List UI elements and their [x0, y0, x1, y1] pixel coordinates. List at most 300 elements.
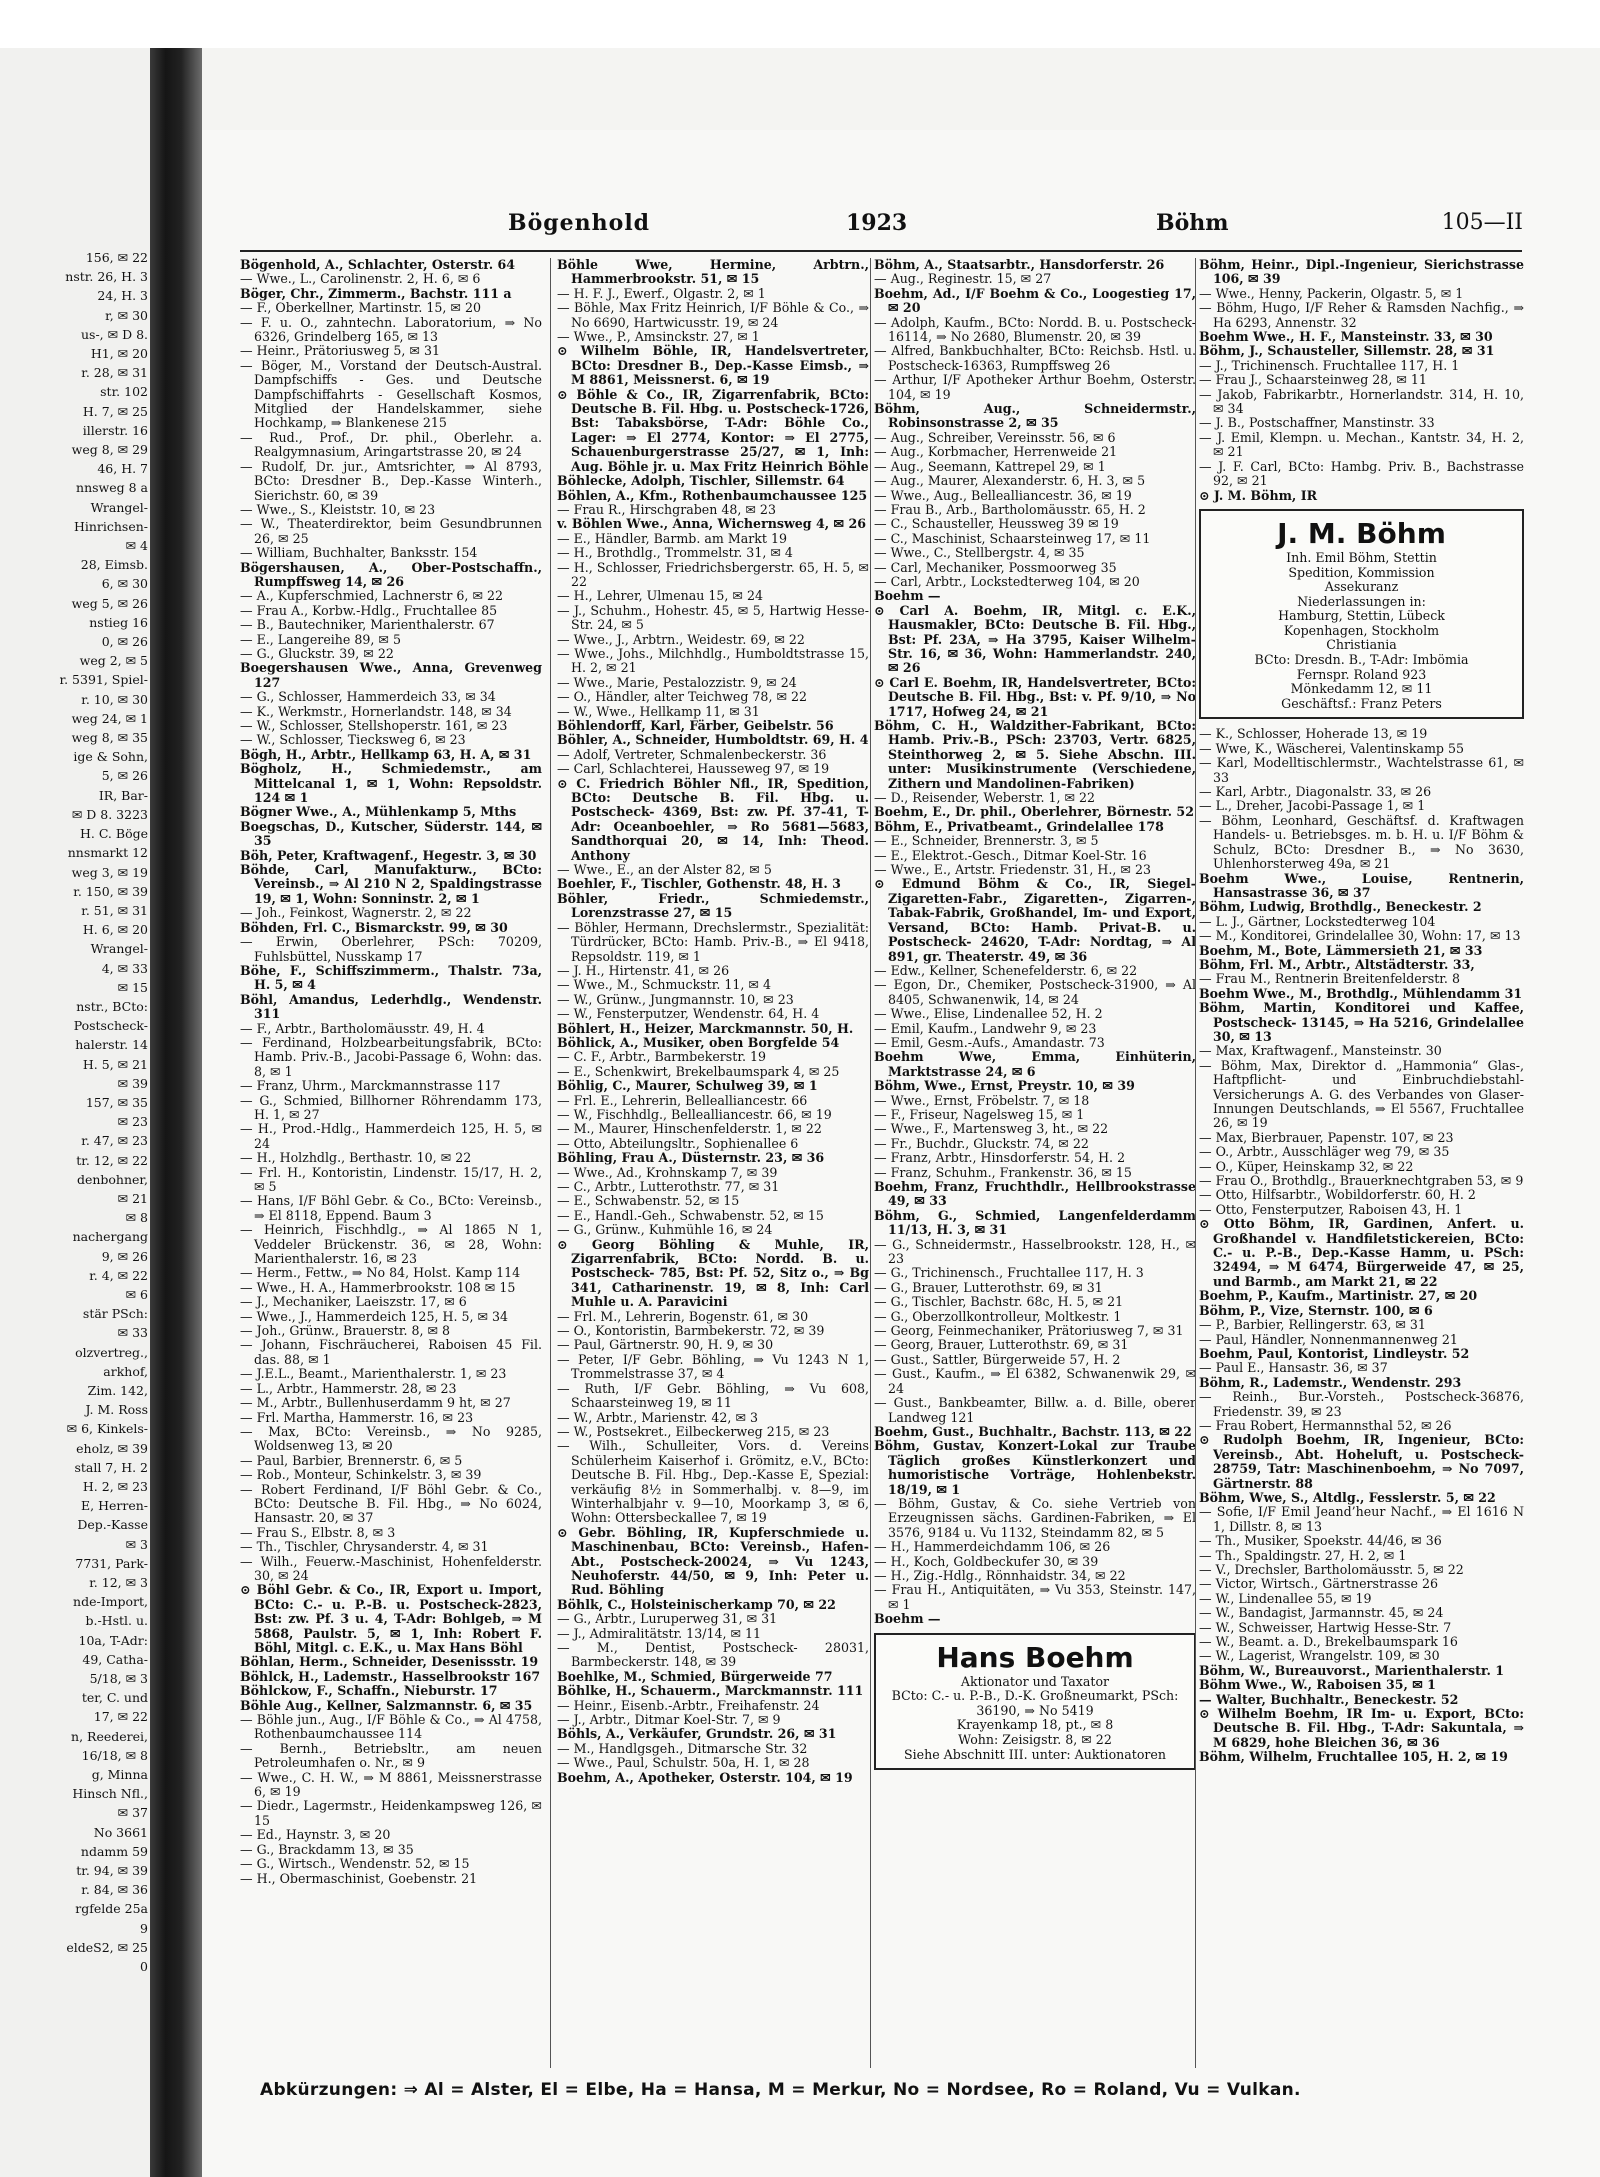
directory-entry: — W., Lindenallee 55, ✉ 19: [1199, 1590, 1372, 1606]
directory-entry: — Wwe., Marie, Pestalozzistr. 9, ✉ 24: [557, 674, 797, 690]
facing-page-line: olzvertreg.,: [75, 1344, 148, 1360]
directory-entry: Böhlig, C., Maurer, Schulweg 39, ✉ 1: [557, 1078, 818, 1094]
facing-page-line: ✉ 4: [125, 538, 148, 554]
directory-entry: Boehlke, M., Schmied, Bürgerweide 77: [557, 1668, 833, 1684]
directory-entry: — Böhle, Max Fritz Heinrich, I/F Böhle & Co., ⇒ No 6690, Hartwicusstr. 19, ✉ 24: [557, 300, 869, 330]
directory-entry: — Sofie, I/F Emil Jeand’heur Nachf., ⇒ El 1616 N 1, Dillstr. 8, ✉ 13: [1199, 1504, 1524, 1534]
directory-entry: — G., Schmied, Billhorner Röhrendamm 173, H. 1, ✉ 27: [240, 1092, 542, 1122]
directory-entry: Böhm, J., Schausteller, Sillemstr. 28, ✉ 31: [1199, 343, 1495, 359]
directory-entry: — E., Schneider, Brennerstr. 3, ✉ 5: [874, 833, 1099, 849]
facing-page-line: 9, ✉ 26: [101, 1248, 148, 1264]
facing-page-line: H1, ✉ 20: [90, 346, 148, 362]
abbreviations-footer: Abkürzungen: ⇒ Al = Alster, El = Elbe, Ha = Hansa, M = Merkur, No = Nordsee, Ro = Roland, Vu = Vulkan.: [260, 2080, 1301, 2100]
directory-entry: — Paul E., Hansastr. 36, ✉ 37: [1199, 1360, 1388, 1376]
directory-entry: — W., Lagerist, Wrangelstr. 109, ✉ 30: [1199, 1648, 1440, 1664]
directory-entry: — E., Schenkwirt, Brekelbaumspark 4, ✉ 25: [557, 1063, 840, 1079]
directory-entry: — Hans, I/F Böhl Gebr. & Co., BCto: Vereinsb., ⇒ El 8118, Eppend. Baum 3: [240, 1193, 542, 1223]
facing-page-line: stär PSch:: [82, 1306, 148, 1322]
directory-entry: Boehm —: [874, 1611, 941, 1627]
directory-entry: — O., Kontoristin, Barmbekerstr. 72, ✉ 39: [557, 1323, 825, 1339]
directory-entry: — Th., Tischler, Chrysanderstr. 4, ✉ 31: [240, 1539, 489, 1555]
facing-page-line: arkhof,: [103, 1363, 148, 1379]
facing-page-line: 28, Eimsb.: [80, 557, 148, 573]
directory-entry: — F., Friseur, Nagelsweg 15, ✉ 1: [874, 1106, 1085, 1122]
directory-entry: — M., Arbtr., Bullenhuserdamm 9 ht, ✉ 27: [240, 1395, 511, 1411]
directory-entry: — W., Schweisser, Hartwig Hesse-Str. 7: [1199, 1619, 1452, 1635]
facing-page-line: 49, Catha-: [82, 1651, 148, 1667]
directory-entry: — Böhm, Leonhard, Geschäftsf. d. Kraftwagen Handels- u. Betriebsges. m. b. H. u. I/F Böhm & Schulz, BCto: Dresdner B., ⇒ No 3630, Uhlenhorsterweg 49a, ✉ 21: [1199, 812, 1524, 872]
directory-entry: — H. F. J., Ewerf., Olgastr. 2, ✉ 1: [557, 285, 766, 301]
facing-page-line: H. 6, ✉ 20: [82, 922, 148, 938]
directory-entry: Böhm, Wwe., Ernst, Preystr. 10, ✉ 39: [874, 1078, 1135, 1094]
directory-entry: — Erwin, Oberlehrer, PSch: 70209, Fuhlsbüttel, Nusskamp 17: [240, 934, 542, 964]
directory-entry: — Franz, Schuhm., Frankenstr. 36, ✉ 15: [874, 1164, 1132, 1180]
directory-entry: — W., Fensterputzer, Wendenstr. 64, H. 4: [557, 1006, 820, 1022]
facing-page-line: Wrangel-: [90, 499, 148, 515]
facing-page-line: weg 5, ✉ 26: [71, 595, 148, 611]
facing-page-line: 7731, Park-: [75, 1555, 148, 1571]
directory-entry: — Wwe., C. H. W., ⇒ M 8861, Meissnerstrasse 6, ✉ 19: [240, 1769, 542, 1800]
directory-entry: Boehm Wwe, Emma, Einhüterin, Marktstrasse 24, ✉ 6: [874, 1049, 1196, 1079]
facing-page-line: b.-Hstl. u.: [85, 1613, 148, 1629]
directory-entry: — Wwe., F., Martensweg 3, ht., ✉ 22: [874, 1121, 1109, 1137]
facing-page-line: r. 28, ✉ 31: [81, 365, 148, 381]
directory-entry: — Emil, Gesm.-Aufs., Amandastr. 73: [874, 1034, 1105, 1050]
facing-page-line: ✉ 15: [117, 979, 148, 995]
directory-entry: ⊙ Edmund Böhm & Co., IR, Siegel-Zigaretten-Fabr., Zigaretten-, Zigarren-, Tabak-Fabrik, Großhandel, Im- und Export, Versand, BCto: Hamb. Privat-B. u. Postscheck- 24620, T-Adr: Nordtag, ⇒ Al 891, gr. Theaterstr. 49, ✉ 36: [874, 876, 1196, 964]
directory-entry: Böhlecke, Adolph, Tischler, Sillemstr. 64: [557, 473, 845, 489]
directory-entry: — Carl, Arbtr., Lockstedterweg 104, ✉ 20: [874, 573, 1140, 589]
facing-page-line: Zim. 142,: [87, 1382, 148, 1398]
directory-entry: — Aug., Reginestr. 15, ✉ 27: [874, 271, 1052, 287]
directory-entry: Boehm Wwe., M., Brothdlg., Mühlendamm 31: [1199, 985, 1523, 1001]
directory-entry: — E., Händler, Barmb. am Markt 19: [557, 530, 787, 546]
directory-entry: — Max, BCto: Vereinsb., ⇒ No 9285, Woldsenweg 13, ✉ 20: [240, 1423, 542, 1454]
facing-page-line: H. 2, ✉ 23: [82, 1479, 148, 1494]
facing-page-line: ige & Sohn,: [73, 749, 148, 765]
directory-entry: — W., Arbtr., Marienstr. 42, ✉ 3: [557, 1409, 759, 1425]
directory-entry: — C., Arbtr., Lutterothstr. 77, ✉ 31: [557, 1179, 780, 1194]
directory-entry: Böhlen, A., Kfm., Rothenbaumchaussee 125: [557, 487, 868, 503]
directory-entry: — H., Prod.-Hdlg., Hammerdeich 125, H. 5, ✉ 24: [240, 1121, 542, 1151]
ad-line: Krayenkamp 18, pt., ✉ 8: [956, 1717, 1114, 1733]
directory-entry: — Alfred, Bankbuchhalter, BCto: Reichsb. Hstl. u. Postscheck-16363, Rumpffsweg 26: [874, 343, 1196, 373]
directory-entry: — Frau S., Elbstr. 8, ✉ 3: [240, 1524, 396, 1540]
facing-page-line: eholz, ✉ 39: [76, 1440, 148, 1456]
facing-page-line: Wrangel-: [90, 941, 148, 957]
directory-entry: Böhde, Carl, Manufakturw., BCto: Vereinsb., ⇒ Al 210 N 2, Spaldingstrasse 19, ✉ 1, Wohn: Sonninstr. 2, ✉ 1: [240, 862, 542, 906]
directory-entry: — E., Handl.-Geh., Schwabenstr. 52, ✉ 15: [557, 1207, 824, 1223]
directory-entry: — Wilh., Feuerw.-Maschinist, Hohenfelderstr. 30, ✉ 24: [240, 1553, 542, 1583]
directory-entry: — Aug., Seemann, Kattrepel 29, ✉ 1: [874, 458, 1106, 474]
directory-entry: ⊙ Otto Böhm, IR, Gardinen, Anfert. u. Großhandel v. Handfiletstickereien, BCto: C.- u. P.-B., Dep.-Kasse Hamm, u. PSch: 32494, ⇒ M 6474, Bürgerweide 47, ✉ 25, und Barmb., am Markt 21, ✉ 22: [1199, 1216, 1524, 1289]
directory-entry: Böhm, C. H., Waldzither-Fabrikant, BCto: Hamb. Priv.-B., PSch: 23703, Vertr. 6825, Steinthorweg 2, ✉ 5. Siehe Abschn. III. unter: Musikinstrumente (Verschiedene, Zithern und Mandolinen-Fabriken): [874, 718, 1196, 791]
directory-entry: Boehm, M., Bote, Lämmersieth 21, ✉ 33: [1199, 942, 1483, 958]
facing-page-line: r. 150, ✉ 39: [73, 883, 148, 899]
directory-entry: — J., Mechaniker, Laeiszstr. 17, ✉ 6: [240, 1294, 467, 1310]
facing-page-line: 17, ✉ 22: [93, 1709, 148, 1725]
facing-page-line: No 3661: [93, 1824, 148, 1840]
directory-entry: — O., Händler, alter Teichweg 78, ✉ 22: [557, 689, 808, 705]
directory-entry: — Heinr., Prätoriusweg 5, ✉ 31: [240, 343, 440, 359]
directory-entry: Böhm, E., Privatbeamt., Grindelallee 178: [874, 818, 1164, 834]
directory-entry: — J., Schuhm., Hohestr. 45, ✉ 5, Hartwig Hesse-Str. 24, ✉ 5: [557, 602, 869, 633]
directory-entry: — Carl, Schlachterei, Hausseweg 97, ✉ 19: [557, 761, 830, 777]
directory-entry: Bögholz, H., Schmiedemstr., am Mittelcanal 1, ✉ 1, Wohn: Repsoldstr. 124 ✉ 1: [240, 761, 542, 806]
directory-entry: — G., Gluckstr. 39, ✉ 22: [240, 645, 394, 661]
facing-page-line: E, Herren-: [81, 1498, 148, 1514]
facing-page-line: ✉ 21: [117, 1190, 148, 1206]
ad-line: Hamburg, Stettin, Lübeck: [1278, 608, 1445, 624]
directory-entry: — Th., Spaldingstr. 27, H. 2, ✉ 1: [1199, 1547, 1407, 1563]
facing-page-line: 9: [140, 1920, 148, 1936]
ad-line: Geschäftsf.: Franz Peters: [1281, 695, 1442, 711]
directory-entry: Böhm, Heinr., Dipl.-Ingenieur, Sierichstrasse 106, ✉ 39: [1199, 258, 1524, 287]
facing-page-line: eldeS2, ✉ 25: [66, 1939, 148, 1955]
directory-entry: Böhe, F., Schiffszimmerm., Thalstr. 73a, H. 5, ✉ 4: [240, 962, 542, 993]
directory-entry: — Frau R., Hirschgraben 48, ✉ 23: [557, 501, 776, 517]
directory-entry: — J. Emil, Klempn. u. Mechan., Kantstr. 34, H. 2, ✉ 21: [1199, 429, 1524, 460]
facing-page-line: r. 51, ✉ 31: [81, 902, 148, 918]
directory-entry: — Paul, Gärtnerstr. 90, H. 9, ✉ 30: [557, 1337, 774, 1353]
facing-page-line: weg 8, ✉ 29: [71, 442, 148, 458]
scan-top-margin: [0, 0, 1600, 48]
directory-entry: — Franz, Uhrm., Marckmannstrasse 117: [240, 1078, 501, 1094]
facing-page-line: nachergang: [72, 1229, 148, 1245]
directory-entry: Boehm Wwe., H. F., Mansteinstr. 33, ✉ 30: [1199, 329, 1493, 345]
facing-page-line: r. 47, ✉ 23: [81, 1133, 148, 1149]
directory-entry: Boehm Wwe., Louise, Rentnerin, Hansastrasse 36, ✉ 37: [1199, 870, 1524, 900]
directory-entry: Boehm, P., Kaufm., Martinistr. 27, ✉ 20: [1199, 1288, 1478, 1304]
directory-entry: — O., Arbtr., Ausschläger weg 79, ✉ 35: [1199, 1144, 1450, 1160]
directory-entry: — Gust., Sattler, Bürgerweide 57, H. 2: [874, 1351, 1121, 1367]
facing-page-line: 157, ✉ 35: [85, 1094, 148, 1110]
facing-page-line: ✉ 6: [125, 1286, 148, 1302]
directory-entry: ⊙ Wilhelm Boehm, IR Im- u. Export, BCto: Deutsche B. Fil. Hbg., T-Adr: Sakuntala, ⇒ M 6829, hohe Bleichen 36, ✉ 36: [1199, 1706, 1524, 1750]
facing-page-line: weg 24, ✉ 1: [71, 710, 148, 726]
facing-page-line: halerstr. 14: [75, 1037, 148, 1053]
directory-entry: Bögh, H., Arbtr., Hellkamp 63, H. A, ✉ 31: [240, 746, 532, 762]
directory-entry: Boehm, A., Apotheker, Osterstr. 104, ✉ 19: [557, 1769, 853, 1785]
directory-entry: Böhm, G., Schmied, Langenfelderdamm 11/13, H. 3, ✉ 31: [874, 1207, 1196, 1238]
directory-entry: — F. u. O., zahntechn. Laboratorium, ⇒ No 6326, Grindelberg 165, ✉ 13: [240, 314, 542, 345]
directory-entry: — W., Schlosser, Tiecksweg 6, ✉ 23: [240, 732, 466, 748]
directory-entry: — H., Lehrer, Ulmenau 15, ✉ 24: [557, 588, 764, 604]
directory-entry: — Wwe., M., Schmuckstr. 11, ✉ 4: [557, 977, 771, 993]
directory-entry: Boehler, F., Tischler, Gothenstr. 48, H. 3: [557, 876, 841, 892]
directory-entry: — W., Fischhdlg., Bellealliancestr. 66, ✉ 19: [557, 1106, 832, 1122]
directory-entry: Böhlck, H., Lademstr., Hasselbrookstr 167: [240, 1668, 541, 1684]
directory-entry: — Joh., Feinkost, Wagnerstr. 2, ✉ 22: [240, 905, 472, 921]
directory-entry: — Franz, Arbtr., Hinsdorferstr. 54, H. 2: [874, 1150, 1126, 1166]
directory-entry: — Aug., Maurer, Alexanderstr. 6, H. 3, ✉ 5: [874, 473, 1146, 489]
book-gutter: [150, 48, 202, 2177]
directory-entry: Böhm, Aug., Schneidermstr., Robinsonstrasse 2, ✉ 35: [874, 401, 1196, 431]
directory-entry: — K., Werkmstr., Hornerlandstr. 148, ✉ 34: [240, 703, 512, 719]
directory-entry: — Ed., Haynstr. 3, ✉ 20: [240, 1827, 391, 1843]
facing-page-line: nnsweg 8 a: [76, 480, 148, 496]
directory-entry: Böhm, W., Bureauvorst., Marienthalerstr. 1: [1199, 1662, 1504, 1678]
directory-entry: — W., Theaterdirektor, beim Gesundbrunnen 26, ✉ 25: [240, 516, 542, 546]
directory-entry: Böhlendorff, Karl, Färber, Geibelstr. 56: [557, 718, 834, 733]
advertisement-hans-boehm: [874, 1633, 1196, 1771]
directory-entry: Boehm, Gust., Buchhaltr., Bachstr. 113, ✉ 22: [874, 1423, 1192, 1439]
directory-entry: Böhlan, Herm., Schneider, Desenissstr. 19: [240, 1654, 539, 1670]
directory-entry: — Edw., Kellner, Schenefelderstr. 6, ✉ 22: [874, 962, 1138, 978]
directory-entry: ⊙ Gebr. Böhling, IR, Kupferschmiede u. Maschinenbau, BCto: Vereinsb., Hafen-Abt., Postscheck-20024, ⇒ Vu 1243, Neuhoferstr. 44/50, ✉ 9, Inh: Peter u. Rud. Böhling: [557, 1524, 869, 1598]
ad-line: Christiania: [1326, 637, 1397, 653]
directory-entry: — F., Arbtr., Bartholomäusstr. 49, H. 4: [240, 1020, 485, 1036]
facing-page-line: J. M. Ross: [85, 1402, 148, 1418]
directory-entry: — Böger, M., Vorstand der Deutsch-Austral. Dampfschiffs - Ges. und Deutsche Dampfschiffahrts - Gesellschaft Kosmos, Mitglied der Handelskammer, siehe Hochkamp, ⇒ Blankenese 215: [240, 357, 542, 431]
directory-entry: — Frau A., Korbw.-Hdlg., Fruchtallee 85: [240, 602, 498, 618]
facing-page-line: g, Minna: [91, 1767, 148, 1783]
directory-entry: — Rud., Prof., Dr. phil., Oberlehr. a. Realgymnasium, Aringartstrasse 20, ✉ 24: [240, 429, 542, 460]
directory-entry: — H., Obermaschinist, Goebenstr. 21: [240, 1870, 478, 1886]
ad-line: Fernspr. Roland 923: [1296, 666, 1427, 682]
facing-page-line: tr. 12, ✉ 22: [76, 1152, 148, 1168]
directory-entry: — C., Schausteller, Heussweg 39 ✉ 19: [874, 516, 1119, 532]
directory-entry: Böhm, Wilhelm, Fruchtallee 105, H. 2, ✉ 19: [1199, 1749, 1508, 1765]
directory-entry: Böhlke, H., Schauerm., Marckmannstr. 111: [557, 1683, 864, 1699]
header-first-name: Bögenhold: [508, 210, 651, 236]
facing-page-line: ✉ 39: [117, 1075, 148, 1091]
directory-entry: — Peter, I/F Gebr. Böhling, ⇒ Vu 1243 N 1, Trommelstrasse 37, ✉ 4: [557, 1351, 869, 1382]
directory-entry: — Wwe., H. A., Hammerbrookstr. 108 ✉ 15: [240, 1279, 516, 1295]
directory-entry: Böhlk, C., Holsteinischerkamp 70, ✉ 22: [557, 1596, 836, 1612]
facing-page-line: tr. 94, ✉ 39: [76, 1863, 148, 1879]
directory-entry: — Karl, Modelltischlermstr., Wachtelstrasse 61, ✉ 33: [1199, 755, 1524, 785]
facing-page-line: ✉ 3: [125, 1536, 148, 1552]
column-4: [1199, 258, 1524, 2068]
facing-page-line: H. 5, ✉ 21: [82, 1056, 148, 1072]
facing-page-line: ✉ 23: [117, 1114, 148, 1130]
facing-page-line: illerstr. 16: [82, 422, 148, 438]
directory-entry: — Egon, Dr., Chemiker, Postscheck-31900, ⇒ Al 8405, Schwanenwik, 14, ✉ 24: [874, 977, 1196, 1007]
directory-entry: ⊙ Wilhelm Böhle, IR, Handelsvertreter, BCto: Dresdner B., Dep.-Kasse Eimsb., ⇒ M 8861, Meissnerst. 6, ✉ 19: [557, 343, 869, 388]
facing-page-line: 5, ✉ 26: [101, 768, 148, 784]
directory-entry: Böhden, Frl. C., Bismarckstr. 99, ✉ 30: [240, 919, 508, 935]
facing-page-line: 6, ✉ 30: [101, 576, 148, 592]
column-3: [874, 258, 1196, 2068]
directory-entry: — Böhm, Max, Direktor d. „Hammonia“ Glas-, Haftpflicht- und Einbruchdiebstahl-Versicherungs A. G. des Verbandes von Glaser-Innungen Deutschlands, ⇒ El 5567, Fruchtallee 26, ✉ 19: [1199, 1057, 1524, 1131]
page-number: 105—II: [1441, 210, 1523, 235]
directory-entry: — M., Konditorei, Grindelallee 30, Wohn: 17, ✉ 13: [1199, 928, 1521, 944]
directory-entry: Böhle Wwe, Hermine, Arbtrn., Hammerbrookstr. 51, ✉ 15: [557, 258, 869, 287]
directory-entry: ⊙ Rudolph Boehm, IR, Ingenieur, BCto: Vereinsb., Abt. Hoheluft, u. Postscheck- 28759, Tatr: Maschinenboehm, ⇒ No 7097, Gärtnerstr. 88: [1199, 1432, 1524, 1491]
facing-page-line: 0: [140, 1959, 148, 1975]
directory-entry: — William, Buchhalter, Banksstr. 154: [240, 545, 478, 561]
directory-entry: — F., Oberkellner, Martinstr. 15, ✉ 20: [240, 300, 481, 316]
facing-page-text: [2, 248, 148, 1976]
facing-page-line: nstieg 16: [89, 614, 148, 630]
directory-entry: — Heinrich, Fischhdlg., ⇒ Al 1865 N 1, Veddeler Brückenstr. 36, ✉ 28, Wohn: Marienthalerstr. 16, ✉ 23: [240, 1222, 542, 1267]
running-header: [318, 208, 1523, 248]
directory-entry: — Paul, Barbier, Brennerstr. 6, ✉ 5: [240, 1452, 463, 1468]
directory-entry: Boegschas, D., Kutscher, Süderstr. 144, ✉ 35: [240, 818, 542, 849]
directory-entry: — Adolph, Kaufm., BCto: Nordd. B. u. Postscheck- 16114, ⇒ No 2680, Blumenstr. 20, ✉ 39: [874, 314, 1196, 345]
directory-entry: — H., Brothdlg., Trommelstr. 31, ✉ 4: [557, 545, 793, 561]
directory-entry: Böhle Aug., Kellner, Salzmannstr. 6, ✉ 35: [240, 1697, 533, 1713]
directory-entry: — C., Maschinist, Schaarsteinweg 17, ✉ 11: [874, 530, 1151, 546]
header-year: 1923: [846, 210, 908, 236]
column-divider: [1195, 258, 1196, 2068]
directory-entry: ⊙ J. M. Böhm, IR: [1199, 487, 1318, 503]
directory-entry: — Wwe., J., Arbtrn., Weidestr. 69, ✉ 22: [557, 631, 805, 647]
facing-page-line: ✉ D 8. 3223: [71, 806, 148, 822]
directory-entry: Böhlckow, F., Schaffn., Nieburstr. 17: [240, 1683, 498, 1699]
directory-entry: — Wilh., Schulleiter, Vors. d. Vereins Schülerheim Kaiserhof i. Grömitz, e.V., BCto: Deutsche B. Fil. Hbg., Dep.-Kasse E, Spezial: verkäufig 8½ in Sommerhalbj. v. 8—9, im Winterhalbjahr v. 9—10, Moorkamp 3, ✉ 6, Wohn: Ottersbeckallee 7, ✉ 19: [557, 1438, 869, 1526]
facing-page-line: r. 12, ✉ 3: [89, 1575, 148, 1591]
directory-entry: — Wwe., L., Carolinenstr. 2, H. 6, ✉ 6: [240, 271, 481, 287]
directory-entry: Böhls, A., Verkäufer, Grundstr. 26, ✉ 31: [557, 1726, 837, 1742]
directory-entry: — Wwe., C., Stellbergstr. 4, ✉ 35: [874, 545, 1085, 561]
facing-page-line: 10a, T-Adr:: [78, 1632, 148, 1648]
directory-entry: — Otto, Hilfsarbtr., Wobildorferstr. 60, H. 2: [1199, 1187, 1476, 1203]
facing-page-line: weg 3, ✉ 19: [71, 864, 148, 880]
directory-entry: — Aug., Korbmacher, Herrenweide 21: [874, 444, 1118, 460]
directory-entry: — H., Schlosser, Friedrichsbergerstr. 65, H. 5, ✉ 22: [557, 559, 869, 589]
directory-entry: — Wwe., Ernst, Fröbelstr. 7, ✉ 18: [874, 1092, 1090, 1108]
directory-entry: — Rudolf, Dr. jur., Amtsrichter, ⇒ Al 8793, BCto: Dresdner B., Dep.-Kasse Winterh., Sierichstr. 60, ✉ 39: [240, 458, 542, 503]
directory-entry: — Robert Ferdinand, I/F Böhl Gebr. & Co., BCto: Deutsche B. Fil. Hbg., ⇒ No 6024, Hansastr. 20, ✉ 37: [240, 1481, 542, 1526]
directory-entry: — Wwe., Henny, Packerin, Olgastr. 5, ✉ 1: [1199, 285, 1464, 301]
directory-entry: — H., Hammerdeichdamm 106, ✉ 26: [874, 1539, 1111, 1555]
facing-page-line: rgfelde 25a: [75, 1901, 148, 1917]
advertisement-jm-boehm: [1199, 509, 1524, 720]
directory-entry: — Th., Musiker, Spoekstr. 44/46, ✉ 36: [1199, 1533, 1442, 1549]
directory-entry: — Adolf, Vertreter, Schmalenbeckerstr. 36: [557, 746, 827, 762]
facing-page-line: ✉ 6, Kinkels-: [66, 1421, 148, 1437]
ad-line: Wohn: Zeisigstr. 8, ✉ 22: [958, 1731, 1112, 1747]
directory-entry: — E., Elektrot.-Gesch., Ditmar Koel-Str. 16: [874, 847, 1147, 863]
directory-entry: — J., Admiralitätstr. 13/14, ✉ 11: [557, 1625, 762, 1641]
directory-entry: — G., Oberzollkontrolleur, Moltkestr. 1: [874, 1308, 1122, 1324]
directory-entry: — Frl. E., Lehrerin, Bellealliancestr. 66: [557, 1092, 808, 1108]
ad-line: Inh. Emil Böhm, Stettin: [1286, 549, 1437, 565]
directory-entry: — G., Grünw., Kuhmühle 16, ✉ 24: [557, 1222, 773, 1238]
facing-page-line: nstr., BCto:: [76, 998, 148, 1014]
directory-entry: — Ruth, I/F Gebr. Böhling, ⇒ Vu 608, Schaarsteinweg 19, ✉ 11: [557, 1380, 869, 1411]
column-divider: [550, 258, 551, 2068]
directory-entry: — Victor, Wirtsch., Gärtnerstrasse 26: [1199, 1576, 1438, 1592]
facing-page-fragment: [0, 48, 150, 2177]
facing-page-line: Hinrichsen-: [73, 518, 148, 534]
facing-page-line: weg 8, ✉ 35: [71, 730, 148, 746]
column-divider: [870, 258, 871, 2068]
directory-entry: ⊙ Carl E. Boehm, IR, Handelsvertreter, BCto: Deutsche B. Fil. Hbg., Bst: v. Pf. 9/10, ⇒ No 1717, Hofweg 24, ✉ 21: [874, 674, 1196, 719]
directory-entry: — J., Arbtr., Ditmar Koel-Str. 7, ✉ 9: [557, 1712, 781, 1728]
directory-entry: Böhlick, A., Musiker, oben Borgfelde 54: [557, 1034, 840, 1050]
directory-entry: — J. F. Carl, BCto: Hambg. Priv. B., Bachstrasse 92, ✉ 21: [1199, 458, 1524, 489]
directory-entry: — Aug., Schreiber, Vereinsstr. 56, ✉ 6: [874, 429, 1116, 445]
directory-entry: — Max, Kraftwagenf., Mansteinstr. 30: [1199, 1043, 1442, 1059]
facing-page-line: 16/18, ✉ 8: [81, 1747, 148, 1763]
directory-entry: — D., Reisender, Weberstr. 1, ✉ 22: [874, 790, 1096, 806]
directory-entry: Boehm, Ad., I/F Boehm & Co., Loogestieg 17, ✉ 20: [874, 285, 1196, 316]
directory-entry: — G., Brackdamm 13, ✉ 35: [240, 1841, 414, 1857]
facing-page-line: H. 7, ✉ 25: [82, 403, 148, 419]
directory-entry: Böhm, Frl. M., Arbtr., Altstädterstr. 33,: [1199, 956, 1475, 972]
directory-entry: — Wwe., Aug., Bellealliancestr. 36, ✉ 19: [874, 487, 1132, 503]
directory-entry: Boegershausen Wwe., Anna, Grevenweg 127: [240, 660, 542, 690]
facing-page-line: denbohner,: [76, 1171, 148, 1187]
directory-entry: Böhm, Gustav, Konzert-Lokal zur Traube Täglich großes Künstlerkonzert und humoristische Vorträge, Hohlenbekstr. 18/19, ✉ 1: [874, 1438, 1196, 1497]
facing-page-line: weg 2, ✉ 5: [79, 653, 148, 669]
directory-entry: v. Böhlen Wwe., Anna, Wichernsweg 4, ✉ 26: [557, 516, 866, 532]
header-rule: [240, 250, 1522, 252]
ad-line: BCto: C.- u. P.-B., D.-K. Großneumarkt, PSch: 36190, ⇒ No 5419: [891, 1688, 1179, 1718]
ad-line: Spedition, Kommission: [1288, 564, 1435, 580]
ad-line: Niederlassungen in:: [1297, 593, 1426, 609]
facing-page-line: ✉ 33: [117, 1325, 148, 1341]
facing-page-line: ter, C. und: [81, 1690, 148, 1706]
directory-entry: — Paul, Händler, Nonnenmannenweg 21: [1199, 1331, 1458, 1347]
directory-entry: — Wwe., P., Amsinckstr. 27, ✉ 1: [557, 329, 760, 345]
directory-entry: — P., Barbier, Rellingerstr. 63, ✉ 31: [1199, 1317, 1426, 1333]
directory-entry: Böh, Peter, Kraftwagenf., Hegestr. 3, ✉ 30: [240, 847, 537, 863]
directory-entry: — W., Beamt. a. D., Brekelbaumspark 16: [1199, 1634, 1458, 1650]
directory-entry: — Jakob, Fabrikarbtr., Hornerlandstr. 314, H. 10, ✉ 34: [1199, 386, 1524, 417]
directory-entry: — G., Arbtr., Luruperweg 31, ✉ 31: [557, 1611, 778, 1627]
directory-entry: — G., Trichinensch., Fruchtallee 117, H. 3: [874, 1265, 1144, 1281]
directory-entry: Böhm Wwe., W., Raboisen 35, ✉ 1: [1199, 1677, 1436, 1693]
directory-entry: — Böhler, Hermann, Drechslermstr., Spezialität: Türdrücker, BCto: Hamb. Priv.-B., ⇒ El 9418, Repsoldstr. 119, ✉ 1: [557, 919, 869, 964]
directory-entry: — Otto, Fensterputzer, Raboisen 43, H. 1: [1199, 1201, 1463, 1217]
ad-line: Mönkedamm 12, ✉ 11: [1290, 681, 1433, 697]
facing-page-line: ndamm 59: [80, 1843, 148, 1859]
directory-entry: — W., Bandagist, Jarmannstr. 45, ✉ 24: [1199, 1605, 1444, 1621]
directory-entry: — Heinr., Eisenb.-Arbtr., Freihafenstr. 24: [557, 1697, 820, 1713]
directory-entry: Boehm, E., Dr. phil., Oberlehrer, Börnestr. 52: [874, 804, 1194, 820]
header-last-name: Böhm: [1156, 210, 1229, 236]
directory-entry: — Fr., Buchdr., Gluckstr. 74, ✉ 22: [874, 1135, 1089, 1151]
facing-page-line: nde-Import,: [73, 1594, 148, 1610]
directory-entry: — H., Koch, Goldbeckufer 30, ✉ 39: [874, 1553, 1099, 1569]
facing-page-line: nnsmarkt 12: [67, 845, 148, 861]
directory-entry: — Frl. H., Kontoristin, Lindenstr. 15/17, H. 2, ✉ 5: [240, 1164, 542, 1194]
ad-line: Kopenhagen, Stockholm: [1283, 622, 1440, 638]
directory-entry: Böhm, Ludwig, Brothdlg., Beneckestr. 2: [1199, 899, 1482, 915]
directory-entry: — Frl. Martha, Hammerstr. 16, ✉ 23: [240, 1409, 474, 1425]
ad-line: Assekuranz: [1324, 579, 1399, 595]
directory-entry: — Wwe, K., Wäscherei, Valentinskamp 55: [1199, 740, 1465, 756]
directory-entry: Böhm, R., Lademstr., Wendenstr. 293: [1199, 1374, 1462, 1390]
ad-line: Siehe Abschnitt III. unter: Auktionatoren: [903, 1746, 1166, 1762]
directory-entry: — Walter, Buchhaltr., Beneckestr. 52: [1199, 1691, 1459, 1707]
directory-entry: — Carl, Mechaniker, Possmoorweg 35: [874, 559, 1117, 575]
directory-entry: — Bernh., Betriebsltr., am neuen Petroleumhafen o. Nr., ✉ 9: [240, 1740, 542, 1771]
facing-page-line: 24, H. 3: [97, 288, 148, 304]
directory-entry: — G., Schneidermstr., Hasselbrookstr. 128, H., ✉ 23: [874, 1236, 1196, 1267]
facing-page-line: Dep.-Kasse: [77, 1517, 148, 1533]
directory-entry: — H., Holzhdlg., Berthastr. 10, ✉ 22: [240, 1150, 472, 1166]
facing-page-line: 5/18, ✉ 3: [89, 1671, 148, 1687]
directory-entry: — L., Dreher, Jacobi-Passage 1, ✉ 1: [1199, 798, 1426, 814]
facing-page-line: r. 10, ✉ 30: [81, 691, 148, 707]
directory-entry: — Gust., Kaufm., ⇒ El 6382, Schwanenwik 29, ✉ 24: [874, 1366, 1196, 1396]
directory-entry: — Reinh., Bur.-Vorsteh., Postscheck-36876, Friedenstr. 39, ✉ 23: [1199, 1389, 1524, 1419]
directory-entry: — Frau Robert, Hermannsthal 52, ✉ 26: [1199, 1417, 1452, 1433]
directory-entry: — Emil, Kaufm., Landwehr 9, ✉ 23: [874, 1020, 1097, 1036]
directory-entry: ⊙ Georg Böhling & Muhle, IR, Zigarrenfabrik, BCto: Nordd. B. u. Postscheck- 785, Bst: Pf. 52, Sitz o., ⇒ Bg 341, Catharinenstr. 19, ✉ 8, Inh: Carl Muhle u. A. Paravicini: [557, 1236, 869, 1310]
facing-page-line: r. 4, ✉ 22: [89, 1267, 148, 1283]
facing-page-line: 0, ✉ 26: [101, 634, 148, 650]
directory-entry: — Rob., Monteur, Schinkelstr. 3, ✉ 39: [240, 1467, 482, 1483]
directory-entry: — Arthur, I/F Apotheker Arthur Boehm, Osterstr. 104, ✉ 19: [874, 372, 1196, 402]
directory-entry: — Wwe., J., Hammerdeich 125, H. 5, ✉ 34: [240, 1308, 509, 1324]
column-2: [557, 258, 869, 2068]
